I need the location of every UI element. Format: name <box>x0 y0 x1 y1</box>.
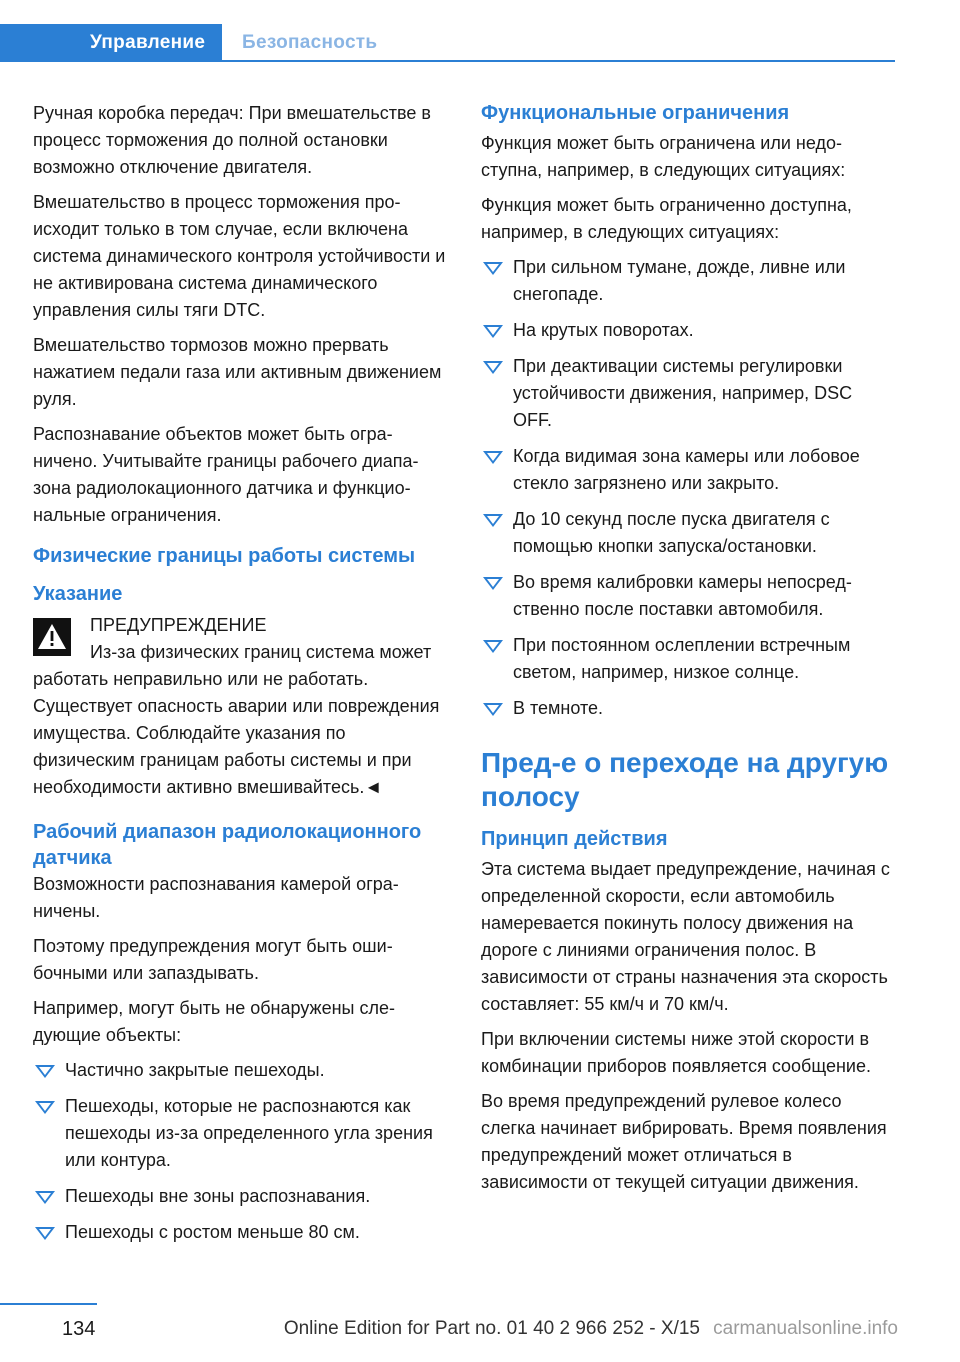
paragraph: Эта система выдает предупреждение, начиная с определенной скорости, если автомобиль намеревается покинуть полосу движения на дороге с линиями ограничения полос. В зависимости от страны назначения эта скорость составляет: 55 км/ч и 70 км/ч. <box>481 859 890 1014</box>
warning-body <box>33 639 449 801</box>
page-number: 134 <box>62 1318 96 1340</box>
list-item <box>481 317 893 344</box>
paragraph: Например, могут быть не обнаружены следующие объекты: <box>33 998 395 1045</box>
bullet-triangle-icon <box>483 451 503 464</box>
object-list <box>33 1057 449 1246</box>
list-item-text: При деактивации системы регулировки устойчивости движения, например, DSC OFF. <box>513 356 853 430</box>
warning-body-text: Из-за физических границ система может работать неправильно или не работать. Существует опасность аварии или повреждения имущества. Соблюдайте указания по физическим границам работы системы и при необходимости активно вмешивайтесь.◄ <box>33 642 440 797</box>
section-heading-principle: Принцип действия <box>481 828 668 850</box>
paragraph: Ручная коробка передач: При вмешательстве в процесс торможения до полной остановки возможно отключение двигателя. <box>33 103 431 177</box>
paragraph: Поэтому предупреждения могут быть ошибочными или запаздывать. <box>33 936 393 983</box>
list-item-text: До 10 секунд после пуска двигателя с помощью кнопки запуска/остановки. <box>513 509 830 556</box>
watermark: carmanualsonline.info <box>713 1318 898 1339</box>
edition-text: Online Edition for Part no. 01 40 2 966 252 - X/15 <box>283 1318 700 1339</box>
tab-control-label: Управление <box>90 32 206 53</box>
section-heading-functional-limits: Функциональные ограничения <box>481 102 790 124</box>
list-item-text: Пешеходы с ростом меньше 80 см. <box>65 1222 360 1242</box>
section-heading-physical-limits: Физические границы работы системы <box>33 545 416 567</box>
bullet-triangle-icon <box>35 1065 55 1078</box>
bullet-triangle-icon <box>483 640 503 653</box>
limits-list <box>481 254 893 722</box>
paragraph: Распознавание объектов может быть ограничено. Учитывайте границы рабочего диапазона радиолокационного датчика и функциональные ограничения. <box>33 424 419 525</box>
paragraph: Вмешательство тормозов можно прервать нажатием педали газа или активным движением руля. <box>33 335 442 409</box>
bullet-triangle-icon <box>35 1101 55 1114</box>
warning-icon <box>33 618 71 656</box>
warning-block <box>33 612 449 801</box>
list-item <box>481 254 893 308</box>
bullet-triangle-icon <box>483 361 503 374</box>
list-item <box>33 1093 449 1174</box>
list-item-text: При сильном тумане, дожде, ливне или снегопаде. <box>513 257 846 304</box>
bullet-triangle-icon <box>483 262 503 275</box>
footer-divider <box>0 1303 97 1305</box>
paragraph: Возможности распознавания камерой ограничены. <box>33 874 399 921</box>
bullet-triangle-icon <box>35 1227 55 1240</box>
list-item <box>33 1183 449 1210</box>
list-item <box>481 443 893 497</box>
list-item-text: Пешеходы вне зоны распознавания. <box>65 1186 371 1206</box>
note-heading: Указание <box>33 583 123 605</box>
list-item <box>481 569 893 623</box>
list-item-text: Во время калибровки камеры непосредственно после поставки автомобиля. <box>513 572 852 619</box>
bullet-triangle-icon <box>35 1191 55 1204</box>
paragraph: При включении системы ниже этой скорости в комбинации приборов появляется сообщение. <box>481 1029 871 1076</box>
list-item <box>481 632 893 686</box>
list-item <box>33 1057 449 1084</box>
bullet-triangle-icon <box>483 514 503 527</box>
paragraph: Во время предупреждений рулевое колесо слегка начинает вибрировать. Время появления предупреждений может отличаться в зависимости от текущей ситуации движения. <box>481 1091 887 1192</box>
header <box>0 0 960 62</box>
paragraph: Вмешательство в процесс торможения происходит только в том случае, если включена система динамического контроля устойчивости и не активирована система динамического управления силы тяги DTC. <box>33 192 446 320</box>
paragraph: Функция может быть ограниченно доступна, например, в следующих ситуациях: <box>481 195 852 242</box>
list-item <box>481 506 893 560</box>
list-item-text: При постоянном ослеплении встречным светом, например, низкое солнце. <box>513 635 851 682</box>
list-item <box>33 1219 449 1246</box>
header-divider <box>0 60 895 62</box>
list-item-text: Когда видимая зона камеры или лобовое стекло загрязнено или закрыто. <box>513 446 860 493</box>
list-item <box>481 695 893 722</box>
bullet-triangle-icon <box>483 703 503 716</box>
section-heading-lane-departure: Пред-е о переходе на другую полосу <box>481 747 889 812</box>
list-item-text: Пешеходы, которые не распознаются как пешеходы из-за определенного угла зрения или контура. <box>65 1096 433 1170</box>
tab-control[interactable] <box>0 24 222 62</box>
bullet-triangle-icon <box>483 325 503 338</box>
right-column <box>481 100 893 1204</box>
list-item-text: В темноте. <box>513 698 604 718</box>
tab-safety-label: Безопасность <box>242 32 378 53</box>
paragraph: Функция может быть ограничена или недоступна, например, в следующих ситуациях: <box>481 133 846 180</box>
bullet-triangle-icon <box>483 577 503 590</box>
left-column <box>33 100 449 1255</box>
list-item <box>481 353 893 434</box>
list-item-text: На крутых поворотах. <box>513 320 694 340</box>
warning-title: ПРЕДУПРЕЖДЕНИЕ <box>90 615 267 635</box>
list-item-text: Частично закрытые пешеходы. <box>65 1060 325 1080</box>
section-heading-radar-range: Рабочий диапазон радиолокационного датчика <box>33 821 422 869</box>
